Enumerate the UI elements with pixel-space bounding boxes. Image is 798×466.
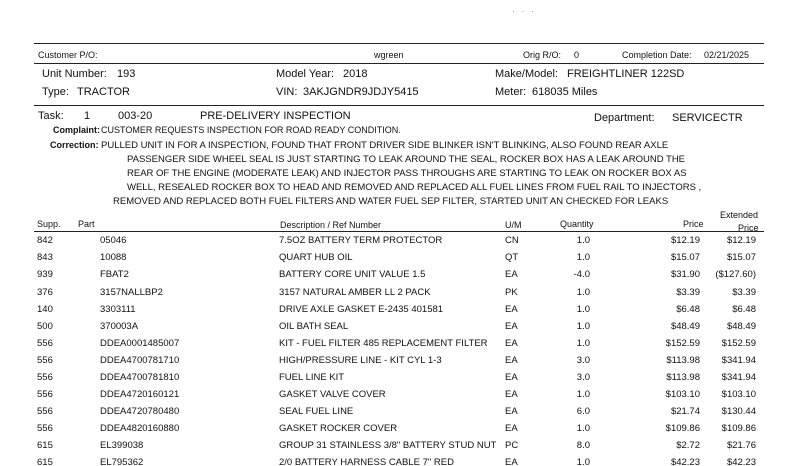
ext-cell: $130.44 (721, 406, 756, 417)
supp-cell: 376 (37, 287, 53, 298)
meter-value: 618035 Miles (532, 86, 598, 98)
col-extended: Extended (720, 210, 759, 220)
qty-cell: 6.0 (576, 406, 590, 417)
table-row (0, 269, 798, 285)
part-cell: EL795362 (100, 457, 144, 466)
supp-cell: 556 (37, 355, 53, 366)
qty-cell: 1.0 (576, 304, 590, 315)
supp-cell: 842 (37, 235, 53, 246)
type-label: Type: (42, 86, 69, 98)
part-cell: DDEA4700781810 (100, 372, 180, 383)
qty-cell: -4.0 (573, 269, 590, 280)
um-cell: EA (505, 406, 518, 417)
make-model-label: Make/Model: (495, 68, 558, 80)
model-year-label: Model Year: (276, 68, 335, 80)
table-row (0, 235, 798, 251)
rule-top (34, 43, 764, 44)
part-cell: DDEA4720780480 (100, 406, 180, 417)
part-cell: 3157NALLBP2 (100, 287, 163, 298)
qty-cell: 1.0 (576, 457, 590, 466)
price-cell: $21.74 (670, 406, 700, 417)
supp-cell: 500 (37, 321, 53, 332)
correction-line: PULLED UNIT IN FOR A INSPECTION, FOUND THAT FRONT DRIVER SIDE BLINKER ISN'T BLINKING, ALSO FOUND REAR AXLE (101, 140, 669, 151)
orig-ro-value: 0 (574, 50, 580, 60)
supp-cell: 615 (37, 457, 53, 466)
price-cell: $15.07 (670, 252, 700, 263)
um-cell: EA (505, 304, 518, 315)
model-year-value: 2018 (343, 68, 368, 80)
correction-line: WELL, RESEALED ROCKER BOX TO HEAD AND REMOVED AND REPLACED ALL FUEL LINES FROM FUEL RAIL TO INJECTORS , (127, 182, 702, 193)
price-cell: $31.90 (670, 269, 700, 280)
qty-cell: 1.0 (576, 252, 590, 263)
col-extended-price: Price (738, 223, 759, 233)
desc-cell: GASKET ROCKER COVER (279, 423, 398, 434)
um-cell: EA (505, 457, 518, 466)
completion-date-label: Completion Date: (622, 50, 692, 60)
table-row (0, 304, 798, 320)
supp-cell: 556 (37, 372, 53, 383)
table-row (0, 440, 798, 456)
supp-cell: 939 (37, 269, 53, 280)
part-cell: 370003A (100, 321, 139, 332)
um-cell: PK (505, 287, 518, 298)
desc-cell: FUEL LINE KIT (279, 372, 345, 383)
part-cell: DDEA0001485007 (100, 338, 180, 349)
qty-cell: 1.0 (576, 321, 590, 332)
desc-cell: GROUP 31 STAINLESS 3/8" BATTERY STUD NUT (279, 440, 497, 451)
unit-number-value: 193 (117, 68, 136, 80)
desc-cell: 7.5OZ BATTERY TERM PROTECTOR (279, 235, 443, 246)
ext-cell: $48.49 (726, 321, 756, 332)
part-cell: FBAT2 (100, 269, 129, 280)
complaint-text: CUSTOMER REQUESTS INSPECTION FOR ROAD READY CONDITION. (101, 125, 401, 135)
price-cell: $3.39 (676, 287, 700, 298)
meter-label: Meter: (495, 86, 527, 98)
department-label: Department: (594, 112, 655, 124)
desc-cell: QUART HUB OIL (279, 252, 353, 263)
um-cell: EA (505, 372, 518, 383)
qty-cell: 3.0 (576, 355, 590, 366)
desc-cell: KIT - FUEL FILTER 485 REPLACEMENT FILTER (279, 338, 488, 349)
task-title: PRE-DELIVERY INSPECTION (200, 110, 351, 122)
qty-cell: 1.0 (576, 338, 590, 349)
rule-unit (34, 105, 764, 106)
supp-cell: 843 (37, 252, 53, 263)
part-cell: EL399038 (100, 440, 144, 451)
desc-cell: BATTERY CORE UNIT VALUE 1.5 (279, 269, 426, 280)
supp-cell: 556 (37, 406, 53, 417)
table-row (0, 372, 798, 388)
qty-cell: 8.0 (576, 440, 590, 451)
ext-cell: $15.07 (726, 252, 756, 263)
supp-cell: 140 (37, 304, 53, 315)
vin-label: VIN: (276, 86, 298, 98)
desc-cell: DRIVE AXLE GASKET E-2435 401581 (279, 304, 444, 315)
col-part: Part (78, 219, 95, 229)
supp-cell: 556 (37, 423, 53, 434)
correction-line: PASSENGER SIDE WHEEL SEAL IS JUST STARTING TO LEAK AROUND THE SEAL, ROCKER BOX HAS A LEAK AROUND THE (127, 154, 686, 165)
ext-cell: $12.19 (726, 235, 756, 246)
table-row (0, 406, 798, 422)
desc-cell: GASKET VALVE COVER (279, 389, 386, 400)
um-cell: EA (505, 389, 518, 400)
um-cell: EA (505, 355, 518, 366)
ext-cell: $21.76 (726, 440, 756, 451)
table-row (0, 355, 798, 371)
price-cell: $152.59 (665, 338, 700, 349)
um-cell: EA (505, 269, 518, 280)
ext-cell: $341.94 (721, 372, 756, 383)
ext-cell: $341.94 (721, 355, 756, 366)
part-cell: 3303111 (100, 304, 136, 315)
part-cell: 10088 (100, 252, 127, 263)
customer-po-label: Customer P/O: (38, 50, 98, 60)
table-row (0, 287, 798, 303)
table-row (0, 423, 798, 439)
part-cell: 05046 (100, 235, 127, 246)
qty-cell: 1.0 (576, 389, 590, 400)
col-description: Description / Ref Number (280, 220, 382, 230)
rule-columns (34, 231, 764, 232)
task-code: 003-20 (118, 110, 153, 122)
price-cell: $109.86 (665, 423, 700, 434)
task-label: Task: (38, 110, 64, 122)
price-cell: $113.98 (666, 372, 700, 383)
supp-cell: 556 (37, 389, 53, 400)
supp-cell: 556 (37, 338, 53, 349)
col-um: U/M (505, 220, 522, 230)
desc-cell: 2/0 BATTERY HARNESS CABLE 7" RED (279, 457, 454, 466)
table-row (0, 457, 798, 466)
qty-cell: 1.0 (576, 287, 590, 298)
unit-number-label: Unit Number: (42, 68, 107, 80)
correction-label: Correction: (50, 140, 99, 150)
part-cell: DDEA4700781710 (100, 355, 180, 366)
ext-cell: $6.48 (732, 304, 756, 315)
table-row (0, 338, 798, 354)
ext-cell: $42.23 (726, 457, 756, 466)
make-model-value: FREIGHTLINER 122SD (567, 68, 685, 80)
col-price: Price (683, 219, 704, 229)
price-cell: $48.49 (670, 321, 700, 332)
um-cell: EA (505, 321, 518, 332)
price-cell: $42.23 (670, 457, 700, 466)
orig-ro-label: Orig R/O: (523, 50, 562, 60)
complaint-label: Complaint: (53, 125, 100, 135)
desc-cell: HIGH/PRESSURE LINE - KIT CYL 1-3 (279, 355, 442, 366)
qty-cell: 1.0 (576, 423, 590, 434)
task-number: 1 (84, 110, 91, 122)
col-supp: Supp. (37, 219, 61, 229)
um-cell: QT (505, 252, 519, 263)
ext-cell: $109.86 (721, 423, 756, 434)
price-cell: $2.72 (676, 440, 700, 451)
scan-artifact: · · · (512, 6, 536, 16)
qty-cell: 3.0 (576, 372, 590, 383)
price-cell: $6.48 (676, 304, 700, 315)
desc-cell: SEAL FUEL LINE (279, 406, 354, 417)
price-cell: $12.19 (670, 235, 700, 246)
type-value: TRACTOR (77, 86, 130, 98)
user-name: wgreen (374, 50, 404, 60)
ext-cell: $152.59 (721, 338, 756, 349)
desc-cell: 3157 NATURAL AMBER LL 2 PACK (279, 287, 431, 298)
supp-cell: 615 (37, 440, 53, 451)
table-row (0, 252, 798, 268)
completion-date-value: 02/21/2025 (704, 50, 750, 60)
table-row (0, 321, 798, 337)
desc-cell: OIL BATH SEAL (279, 321, 349, 332)
price-cell: $103.10 (665, 389, 700, 400)
part-cell: DDEA4720160121 (100, 389, 180, 400)
um-cell: CN (505, 235, 519, 246)
qty-cell: 1.0 (576, 235, 590, 246)
ext-cell: $3.39 (732, 287, 756, 298)
um-cell: EA (505, 338, 518, 349)
ext-cell: ($127.60) (715, 269, 756, 280)
vin-value: 3AKJGNDR9JDJY5415 (303, 86, 419, 98)
um-cell: PC (505, 440, 519, 451)
um-cell: EA (505, 423, 518, 434)
ext-cell: $103.10 (721, 389, 756, 400)
department-value: SERVICECTR (672, 112, 743, 124)
table-row (0, 389, 798, 405)
col-quantity: Quantity (560, 219, 594, 229)
price-cell: $113.98 (666, 355, 700, 366)
part-cell: DDEA4820160880 (100, 423, 180, 434)
rule-header (34, 63, 764, 64)
correction-line: REAR OF THE ENGINE (MODERATE LEAK) AND INJECTOR PASS THROUGHS ARE STARTING TO LEAK ON ROCKER BOX AS (127, 168, 687, 179)
correction-line: REMOVED AND REPLACED BOTH FUEL FILTERS AND WATER FUEL SEP FILTER, STARTED UNIT AN CHECKED FOR LEAKS (113, 196, 669, 207)
